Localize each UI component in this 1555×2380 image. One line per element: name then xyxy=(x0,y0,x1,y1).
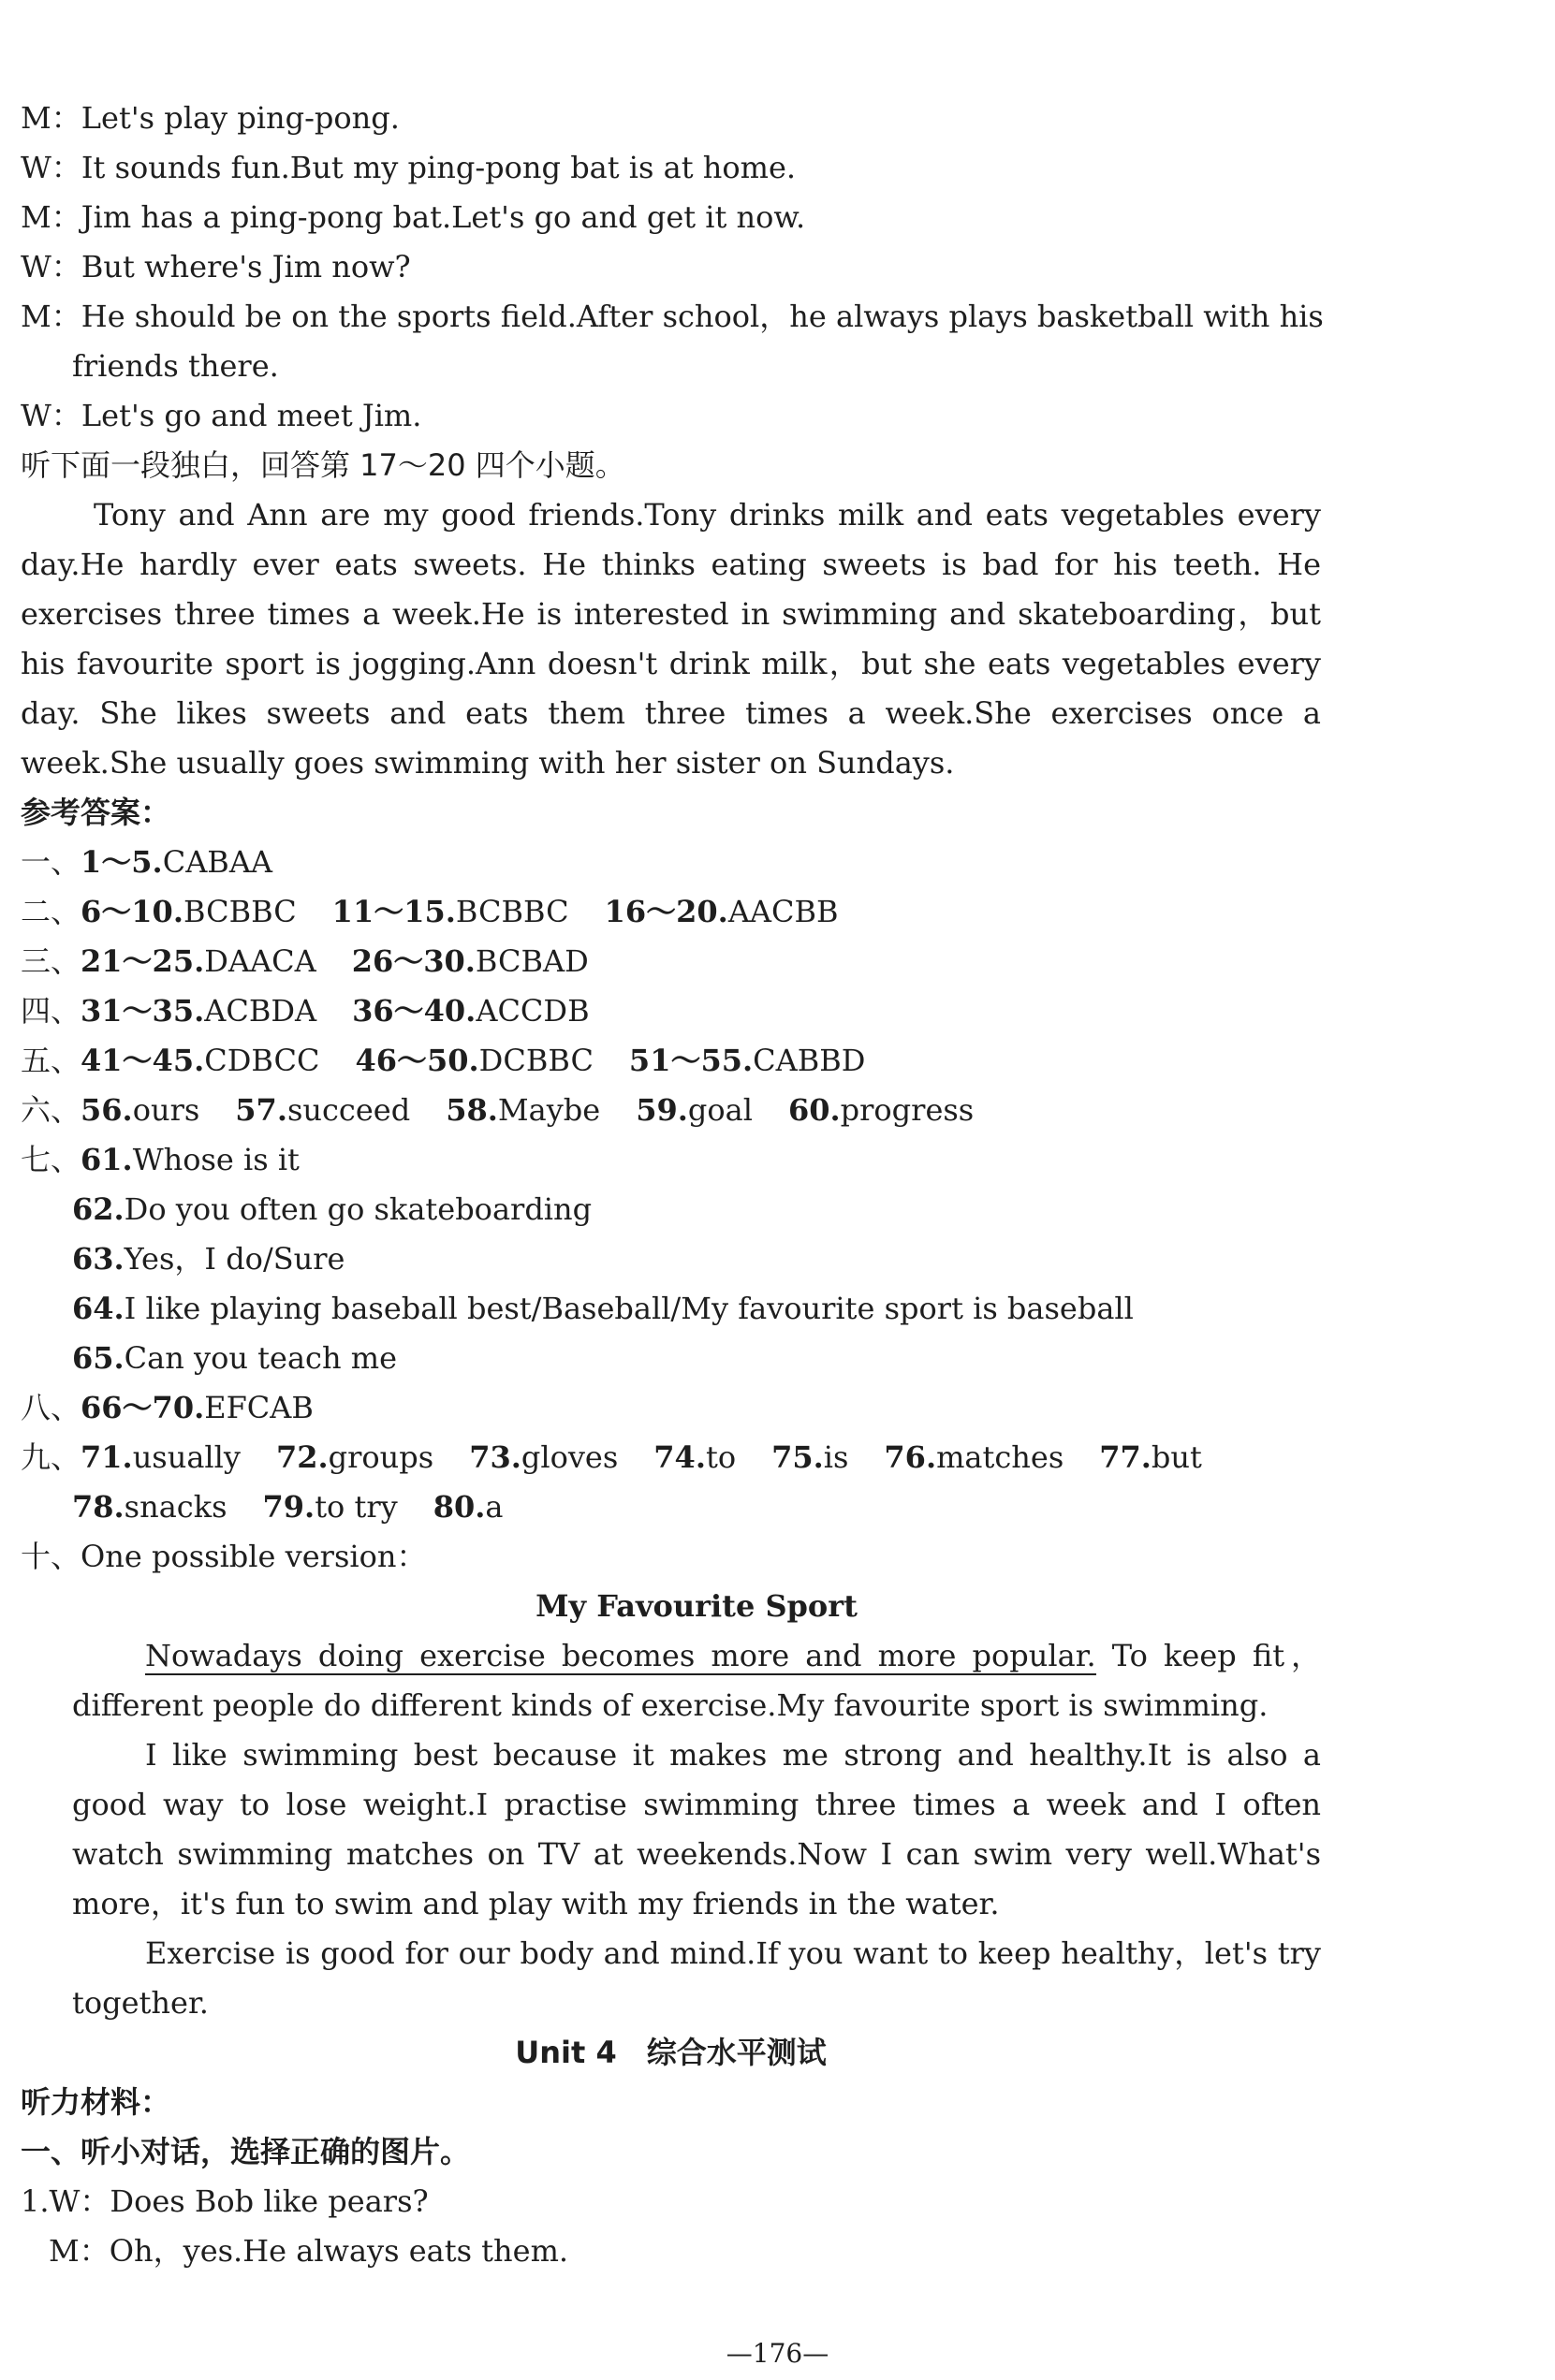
answer-row-2: 二、6～10.BCBBC 11～15.BCBBC 16～20.AACBB xyxy=(21,894,839,929)
answer-row-5: 五、41～45.CDBCC 46～50.DCBBC 51～55.CABBD xyxy=(21,1043,866,1078)
answer-row-6: 六、56.ours 57.succeed 58.Maybe 59.goal 60.progress xyxy=(21,1092,975,1128)
answers-heading: 参考答案： xyxy=(21,795,171,830)
dialogue-line: W：Let's go and meet Jim. xyxy=(21,398,422,433)
listening-heading: 听力材料： xyxy=(21,2084,171,2120)
essay-paragraph: Nowadays doing exercise becomes more and more popular. To keep fit，different people do different kinds of exercise.My favourite sport is swimming. xyxy=(72,1638,1321,1723)
answer-row-4: 四、31～35.ACBDA 36～40.ACCDB xyxy=(21,993,590,1029)
essay-body xyxy=(21,1631,1321,2028)
unit-title: Unit 4 综合水平测试 xyxy=(515,2035,827,2070)
dialogue-line: W：It sounds fun.But my ping-pong bat is at home. xyxy=(21,150,797,185)
essay-paragraph: I like swimming best because it makes me strong and healthy.It is also a good way to lose weight.I practise swimming three times a week and I often watch swimming matches on TV at weekends.Now I can swim very well.What's more，it's fun to swim and play with my friends in the water. xyxy=(72,1737,1321,1921)
answer-line: 65.Can you teach me xyxy=(72,1340,397,1376)
answer-row-1: 一、1～5.CABAA xyxy=(21,844,273,880)
question-line: 1.W：Does Bob like pears? xyxy=(21,2183,429,2219)
answer-row-10: 十、One possible version： xyxy=(21,1539,427,1574)
answer-row-7: 七、61.Whose is it xyxy=(21,1142,300,1177)
answer-row-9b: 78.snacks 79.to try 80.a xyxy=(72,1489,504,1525)
monologue-paragraph: Tony and Ann are my good friends.Tony drinks milk and eats vegetables every day.He hardly ever eats sweets. He thinks eating sweets is bad for his teeth. He exercises three times a week.He is interested in swimming and skateboarding，but his favourite sport is jogging.Ann doesn't drink milk，but she eats vegetables every day. She likes sweets and eats them three times a week.She exercises once a week.She usually goes swimming with her sister on Sundays. xyxy=(21,497,1321,781)
monologue-instruction: 听下面一段独白，回答第 17～20 四个小题。 xyxy=(21,447,625,483)
dialogue-line: M：Let's play ping-pong. xyxy=(21,100,400,136)
answer-row-3: 三、21～25.DAACA 26～30.BCBAD xyxy=(21,943,589,979)
section-heading: 一、听小对话，选择正确的图片。 xyxy=(21,2134,471,2169)
answer-line: 63.Yes，I do/Sure xyxy=(72,1241,345,1277)
answer-line: 64.I like playing baseball best/Baseball/My favourite sport is baseball xyxy=(72,1291,1134,1326)
question-line: M：Oh，yes.He always eats them. xyxy=(49,2233,569,2269)
answer-row-8: 八、66～70.EFCAB xyxy=(21,1390,314,1425)
essay-paragraph: Exercise is good for our body and mind.If you want to keep healthy，let's try together. xyxy=(72,1935,1321,2021)
dialogue-line: M：He should be on the sports field.After school，he always plays basketball with his xyxy=(21,299,1324,334)
dialogue-line: friends there. xyxy=(72,348,279,384)
answer-row-9: 九、71.usually 72.groups 73.gloves 74.to 75.is 76.matches 77.but xyxy=(21,1439,1202,1475)
essay-title: My Favourite Sport xyxy=(535,1588,858,1624)
page-number: —176— xyxy=(726,2338,829,2369)
dialogue-line: W：But where's Jim now? xyxy=(21,249,411,285)
answer-line: 62.Do you often go skateboarding xyxy=(72,1191,593,1227)
dialogue-line: M：Jim has a ping-pong bat.Let's go and get it now. xyxy=(21,199,806,235)
